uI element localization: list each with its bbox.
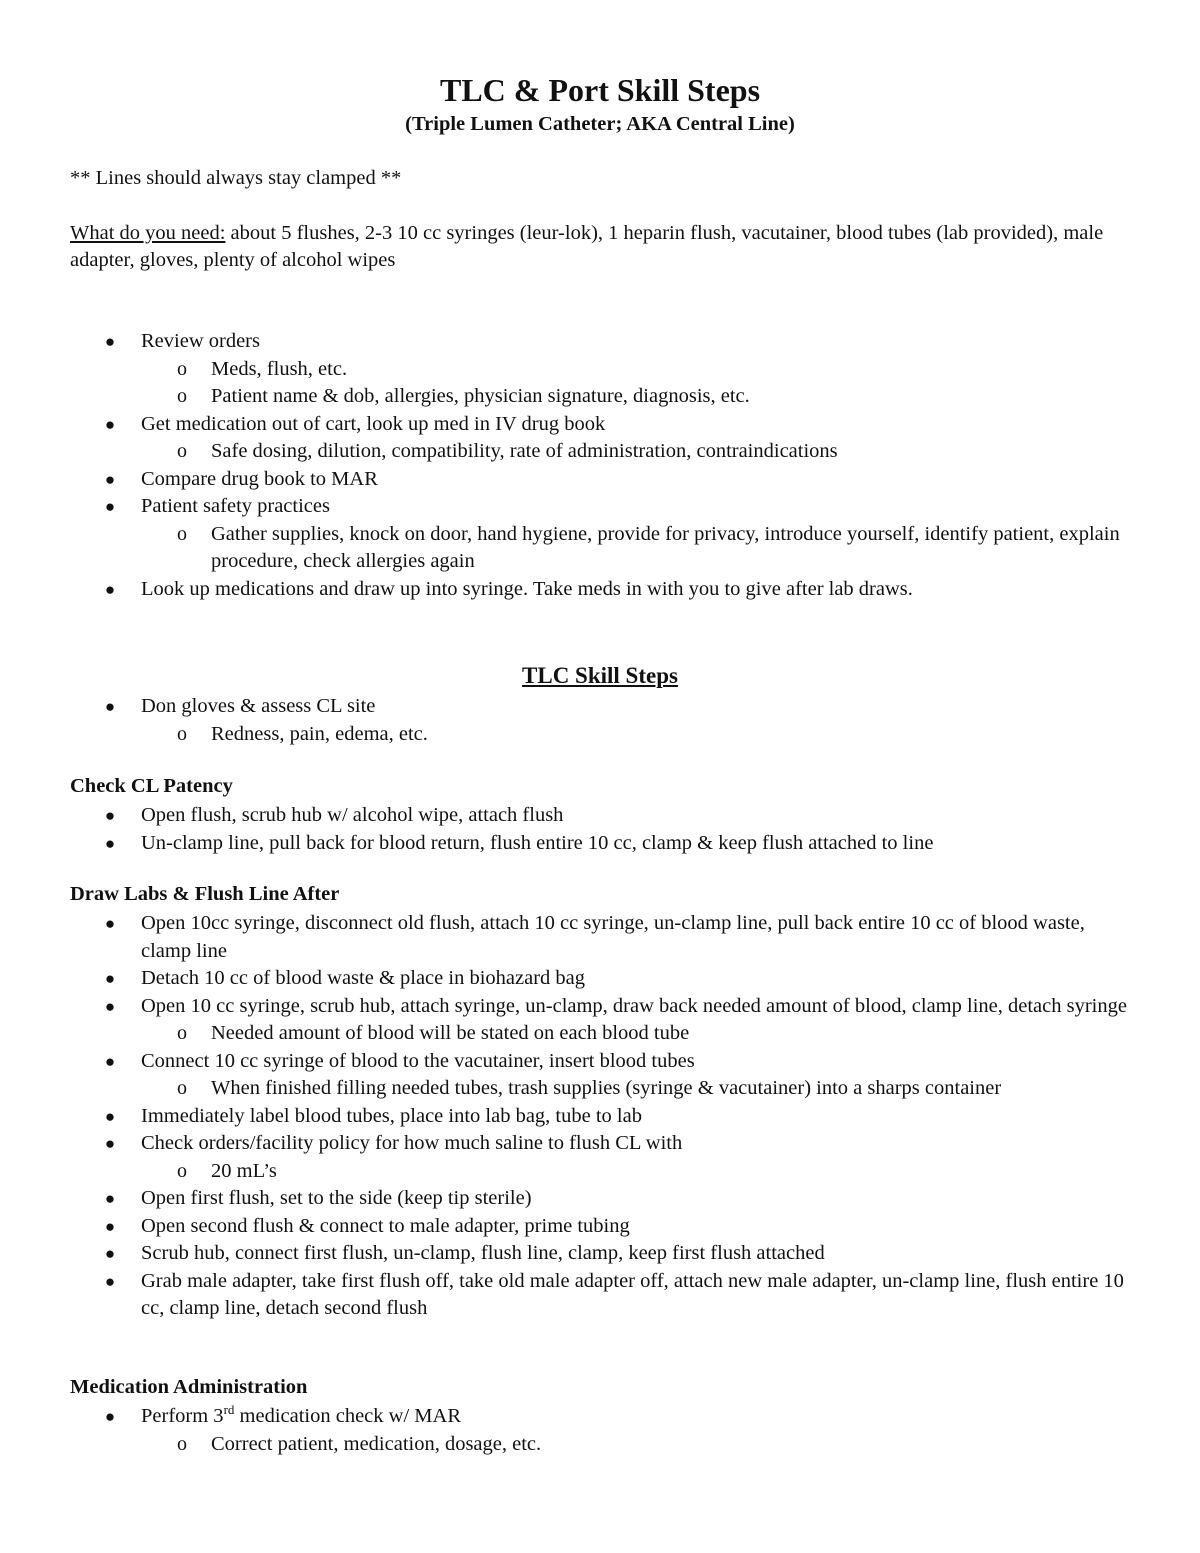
list-item-text: Redness, pain, edema, etc. [211,722,428,745]
prep-list [0,328,1200,603]
bullet-icon: ● [104,1106,116,1126]
sub-bullet-icon: o [177,385,187,407]
clamp-note: ** Lines should always stay clamped ** [70,167,402,189]
list-item [0,328,1200,356]
list-item [0,1240,1200,1268]
bullet-icon: ● [104,1244,116,1263]
supplies-text: about 5 flushes, 2-3 10 cc syringes (leur-lok), 1 heparin flush, vacutainer, blood tubes (lab provided), male adapter, gloves, plenty of alcohol wipes [70,222,1104,271]
list-item-text: Gather supplies, knock on door, hand hygiene, provide for privacy, introduce yourself, identify patient, explain procedure, check allergies again [211,522,1120,572]
list-item [0,802,1200,830]
list-item [0,438,1200,466]
bullet-icon: ● [104,833,116,853]
list-item-text: Check orders/facility policy for how much saline to flush CL with [141,1132,683,1154]
list-item [0,1103,1200,1131]
list-item [0,1268,1200,1323]
sub-bullet-icon: o [177,357,187,380]
document-title: TLC & Port Skill Steps [439,72,761,108]
sub-bullet-icon: o [177,1077,187,1099]
list-item-text: Needed amount of blood will be stated on each blood tube [211,1022,690,1044]
bullet-icon: ● [104,414,116,434]
list-item [0,521,1200,576]
bullet-icon: ● [104,969,116,988]
sub-bullet-icon: o [177,1159,187,1182]
list-item [0,1048,1200,1076]
list-item [0,576,1200,604]
tlc-section-title: TLC Skill Steps [522,663,678,688]
meds-heading: Medication Administration [70,1376,308,1398]
bullet-icon: ● [104,806,116,825]
sub-bullet-icon: o [177,722,187,745]
list-item [0,356,1200,384]
list-item [0,1075,1200,1103]
list-item [0,493,1200,521]
list-item [0,1213,1200,1241]
list-item-text: Meds, flush, etc. [211,357,348,380]
med-check-text-end: medication check w/ MAR [234,1405,461,1427]
list-item-text: Open 10 cc syringe, scrub hub, attach syringe, un-clamp, draw back needed amount of blood, clamp line, detach syringe [141,994,1127,1017]
supplies-paragraph [70,220,1130,274]
sub-bullet-icon: o [177,522,187,545]
list-item [0,910,1200,965]
list-item-text: Don gloves & assess CL site [141,695,376,717]
list-item-text: Review orders [141,330,260,352]
list-item-text: 20 mL’s [211,1159,277,1182]
list-item-text: Safe dosing, dilution, compatibility, rate of administration, contraindications [211,440,838,462]
list-item [0,693,1200,721]
bullet-icon: ● [104,1407,116,1426]
list-item-text: Connect 10 cc syringe of blood to the vacutainer, insert blood tubes [141,1049,695,1072]
list-item-text: Open first flush, set to the side (keep tip sterile) [141,1187,532,1209]
list-item [0,411,1200,439]
list-item-text: Look up medications and draw up into syringe. Take meds in with you to give after lab draws. [141,577,913,600]
bullet-icon: ● [104,914,116,933]
list-item [0,1185,1200,1213]
list-item-text: Patient safety practices [141,495,330,517]
list-item-text: Open flush, scrub hub w/ alcohol wipe, attach flush [141,804,564,826]
list-item-text: Un-clamp line, pull back for blood return, flush entire 10 cc, clamp & keep flush attached to line [141,831,934,854]
med-check-text: Perform 3 [141,1405,224,1427]
bullet-icon: ● [104,1271,116,1291]
bullet-icon: ● [104,697,116,716]
list-item-text: Scrub hub, connect first flush, un-clamp, flush line, clamp, keep first flush attached [141,1242,825,1264]
sub-bullet-icon: o [177,1022,187,1044]
list-item [0,830,1200,858]
document-subtitle: (Triple Lumen Catheter; AKA Central Line) [405,113,795,135]
sub-bullet-icon: o [177,1432,187,1455]
list-item [0,1158,1200,1186]
patency-list [0,802,1200,857]
list-item-text: Open 10cc syringe, disconnect old flush, attach 10 cc syringe, un-clamp line, pull back entire 10 cc of blood waste, clamp line [141,912,1085,962]
bullet-icon: ● [104,497,116,516]
bullet-icon: ● [104,1216,116,1236]
supplies-label: What do you need: [70,222,226,244]
bullet-icon: ● [104,996,116,1016]
patency-heading: Check CL Patency [70,775,233,797]
sub-bullet-icon: o [177,440,187,462]
list-item [0,965,1200,993]
bullet-icon: ● [104,579,116,599]
list-item [0,1403,1200,1431]
list-item-text [141,1403,1131,1431]
list-item-text: Grab male adapter, take first flush off, take old male adapter off, attach new male adapter, un-clamp line, flush entire 10 cc, clamp line, detach second flush [141,1269,1124,1319]
list-item-text: Open second flush & connect to male adapter, prime tubing [141,1214,630,1237]
list-item-text: When finished filling needed tubes, trash supplies (syringe & vacutainer) into a sharps container [211,1077,1002,1099]
bullet-icon: ● [104,1134,116,1153]
bullet-icon: ● [104,469,116,489]
list-item [0,1020,1200,1048]
list-item [0,1431,1200,1459]
list-item [0,466,1200,494]
labs-heading: Draw Labs & Flush Line After [70,883,340,905]
bullet-icon: ● [104,1189,116,1208]
list-item-text: Compare drug book to MAR [141,467,378,490]
list-item-text: Patient name & dob, allergies, physician signature, diagnosis, etc. [211,385,750,407]
tlc-list [0,693,1200,748]
bullet-icon: ● [104,1051,116,1071]
list-item-text: Detach 10 cc of blood waste & place in biohazard bag [141,967,585,989]
list-item-text: Immediately label blood tubes, place into lab bag, tube to lab [141,1104,642,1127]
list-item [0,1130,1200,1158]
list-item-text: Correct patient, medication, dosage, etc. [211,1432,542,1455]
meds-list [0,1403,1200,1458]
list-item-text: Get medication out of cart, look up med in IV drug book [141,412,606,435]
list-item [0,721,1200,749]
bullet-icon: ● [104,332,116,351]
labs-list [0,910,1200,1323]
list-item [0,383,1200,411]
list-item [0,993,1200,1021]
med-check-superscript: rd [223,1402,235,1418]
